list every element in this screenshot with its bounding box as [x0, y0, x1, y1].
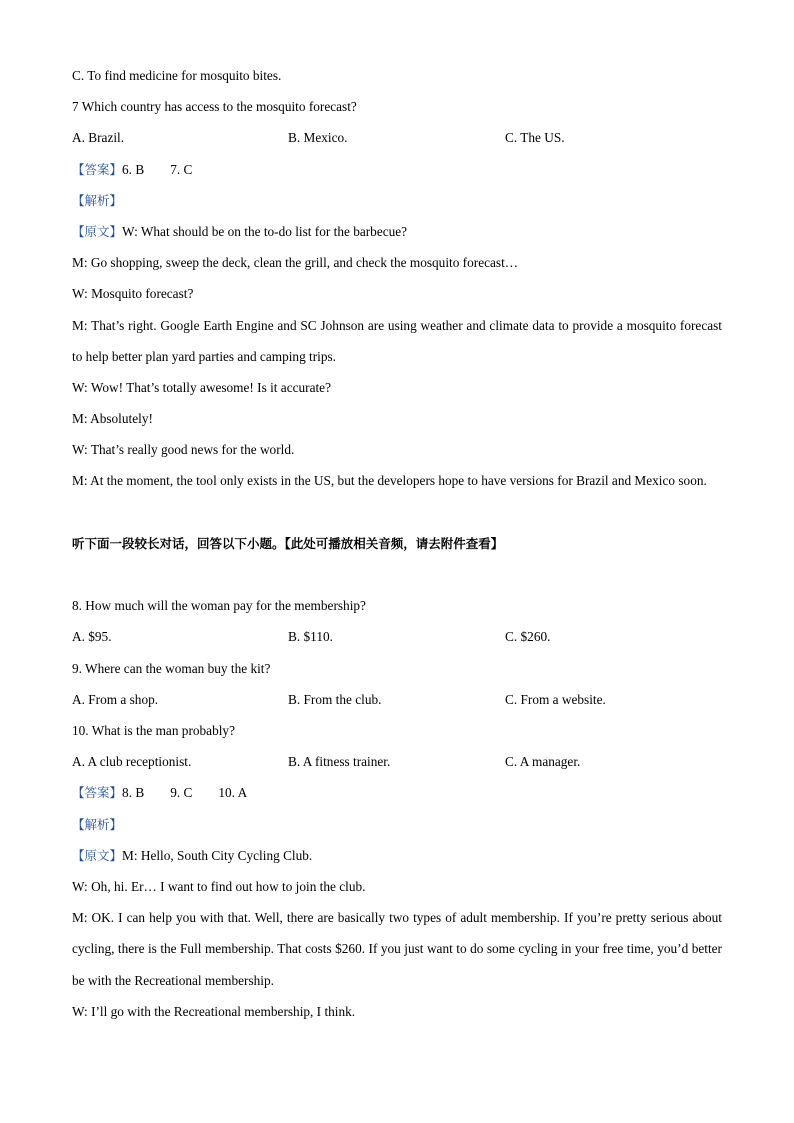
q9-question: 9. Where can the woman buy the kit?	[72, 660, 271, 676]
transcript-line: W: Mosquito forecast?	[72, 286, 194, 302]
transcript-line: M: At the moment, the tool only exists in the US, but the developers hope to have versions for Brazil and Mexico soon.	[72, 473, 707, 489]
analysis-tag-2: 【解析】	[72, 816, 123, 832]
q8-options	[72, 621, 722, 652]
answer-tag: 【答案】	[72, 785, 123, 801]
answer-line-2	[72, 777, 722, 808]
transcript-line: M: Absolutely!	[72, 411, 153, 427]
transcript-line: W: That’s really good news for the world.	[72, 442, 295, 458]
q10-question: 10. What is the man probably?	[72, 722, 235, 738]
q7-option-c: C. The US.	[505, 130, 565, 146]
answer-item: 8. B	[122, 785, 145, 801]
transcript-line: W: I’ll go with the Recreational membership, I think.	[72, 1003, 356, 1019]
transcript-text: M: Hello, South City Cycling Club.	[122, 847, 313, 863]
q8-option-a: A. $95.	[72, 629, 112, 645]
transcript-line: W: Oh, hi. Er… I want to find out how to join the club.	[72, 878, 366, 894]
transcript-tag: 【原文】	[72, 223, 123, 239]
q7-option-a: A. Brazil.	[72, 130, 125, 146]
transcript-line: M: Go shopping, sweep the deck, clean the grill, and check the mosquito forecast…	[72, 255, 519, 271]
document-page	[72, 60, 722, 1027]
q10-option-b: B. A fitness trainer.	[288, 754, 391, 770]
analysis-tag-1: 【解析】	[72, 192, 123, 208]
answer-item: 7. C	[170, 161, 193, 177]
transcript-line: W: Wow! That’s totally awesome! Is it accurate?	[72, 379, 331, 395]
spacer	[72, 559, 722, 590]
q7-question: 7 Which country has access to the mosquito forecast?	[72, 99, 357, 115]
transcript-tag: 【原文】	[72, 847, 123, 863]
answer-line-1	[72, 154, 722, 185]
transcript-line: M: That’s right. Google Earth Engine and SC Johnson are using weather and climate data to provide a mosquito forecast to help better plan yard parties and camping trips.	[72, 317, 722, 364]
transcript-line	[72, 840, 722, 871]
q9-options	[72, 684, 722, 715]
q8-question: 8. How much will the woman pay for the membership?	[72, 598, 366, 614]
q9-option-c: C. From a website.	[505, 691, 606, 707]
q10-option-a: A. A club receptionist.	[72, 754, 192, 770]
q9-option-b: B. From the club.	[288, 691, 382, 707]
q6-option-c: C. To find medicine for mosquito bites.	[72, 68, 282, 83]
listening-instruction: 听下面一段较长对话，回答以下小题。【此处可播放相关音频，请去附件查看】	[72, 535, 504, 551]
answer-item: 6. B	[122, 161, 145, 177]
q8-option-c: C. $260.	[505, 629, 551, 645]
q10-options	[72, 746, 722, 777]
q8-option-b: B. $110.	[288, 629, 333, 645]
q9-option-a: A. From a shop.	[72, 691, 159, 707]
answer-tag: 【答案】	[72, 161, 123, 177]
transcript-line	[72, 216, 722, 247]
q10-option-c: C. A manager.	[505, 754, 581, 770]
answer-item: 9. C	[170, 785, 193, 801]
q7-options	[72, 122, 722, 153]
answer-item: 10. A	[218, 785, 248, 801]
transcript-line: M: OK. I can help you with that. Well, there are basically two types of adult membership. If you’re pretty serious about cycling, there is the Full membership. That costs $260. If you just want to do some cycling in your free time, you’d better be with the Recreational membership.	[72, 910, 722, 988]
q7-option-b: B. Mexico.	[288, 130, 348, 146]
transcript-text: W: What should be on the to-do list for the barbecue?	[122, 223, 408, 239]
